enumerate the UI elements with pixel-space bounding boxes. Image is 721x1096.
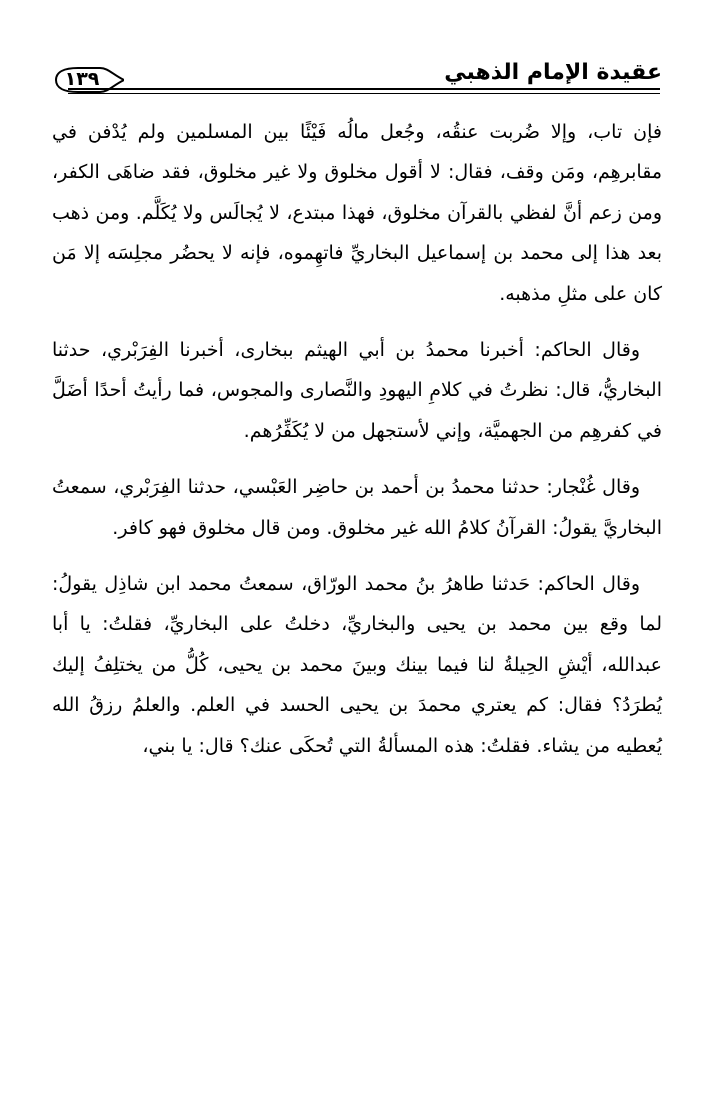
paragraph: وقال الحاكم: أخبرنا محمدُ بن أبي الهيثم ببخارى، أخبرنا الفِرَبْري، حدثنا البخاريُّ، قال: نظرتُ في كلامِ اليهودِ والنَّصارى والمجوس، فما رأيتُ أحدًا أضَلَّ في كفرهِم من الجهميَّة، وإني لأستجهل من لا يُكَفِّرُهم.	[52, 339, 662, 442]
paragraph: فإن تاب، وإلا ضُربت عنقُه، وجُعل مالُه فَيْئًا بين المسلمين ولم يُدْفن في مقابرهِم، ومَن وقف، فقال: لا أقول مخلوق ولا غير مخلوق، فقد ضاهَى الكفر، ومن زعم أنَّ لفظي بالقرآن مخلوق، فهذا مبتدع، لا يُجالَس ولا يُكَلَّم. ومن ذهب بعد هذا إلى محمد بن إسماعيل البخاريِّ فاتهِموه، فإنه لا يحضُر مجلِسَه إلا مَن كان على مثلِ مذهبه.	[52, 121, 662, 305]
page-number: ١٣٩	[64, 68, 100, 90]
running-title: عقيدة الإمام الذهبي	[444, 60, 662, 85]
paragraph: وقال الحاكم: حَدثنا طاهرُ بنُ محمد الورّاق، سمعتُ محمد ابن شاذِل يقولُ: لما وقع بين محمد بن يحيى والبخاريِّ، دخلتُ على البخاريِّ، فقلتُ: يا أبا عبدالله، أيْشِ الحِيلةُ لنا فيما بينك وبينَ محمد بن يحيى، كُلُّ من يختلِفُ إليك يُطرَدُ؟ فقال: كم يعتري محمدَ بن يحيى الحسد في العلم. والعلمُ رزقُ الله يُعطيه من يشاء. فقلتُ: هذه المسألةُ التي تُحكَى عنك؟ قال: يا بني،	[52, 573, 662, 757]
page-header	[52, 52, 662, 102]
header-rule-thin	[68, 93, 660, 94]
body-text	[52, 112, 662, 766]
header-rule	[68, 88, 660, 90]
paragraph: وقال غُنْجار: حدثنا محمدُ بن أحمد بن حاضِر العَبْسي، حدثنا الفِرَبْري، سمعتُ البخاريَّ يقولُ: القرآنُ كلامُ الله غير مخلوق. ومن قال مخلوق فهو كافر.	[52, 476, 662, 539]
